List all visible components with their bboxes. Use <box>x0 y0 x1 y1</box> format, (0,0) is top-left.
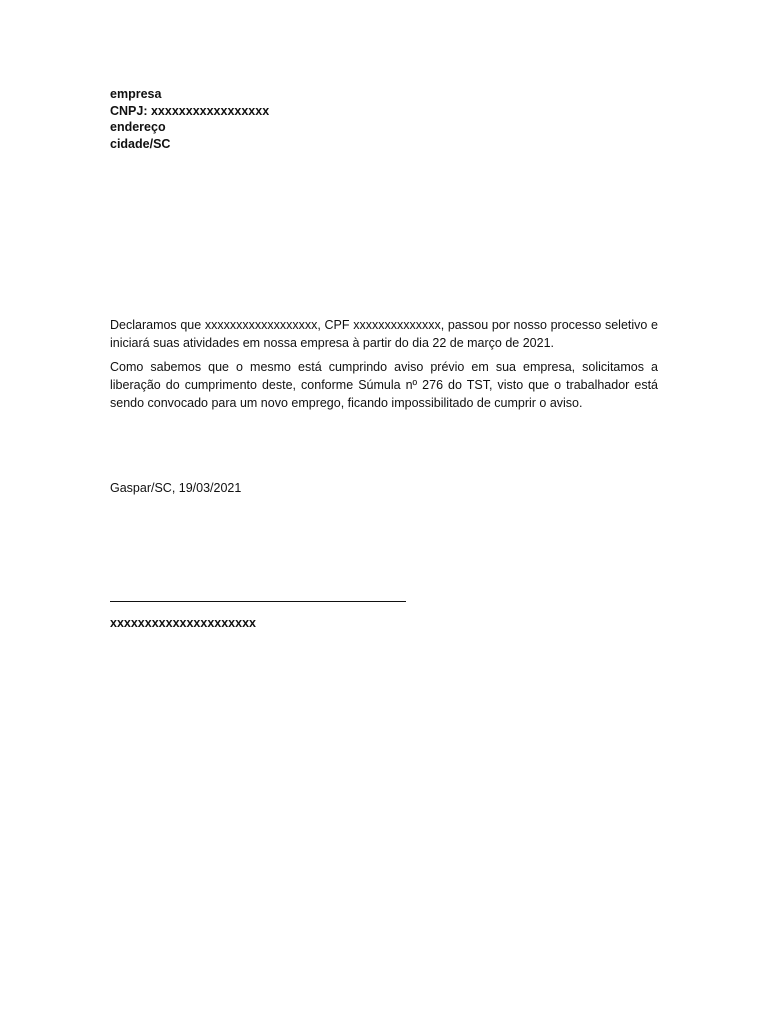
signer-name: xxxxxxxxxxxxxxxxxxxxx <box>110 616 256 630</box>
body-paragraph-request: Como sabemos que o mesmo está cumprindo aviso prévio em sua empresa, solicitamos a liberação do cumprimento deste, conforme Súmula nº 276 do TST, visto que o trabalhador está sendo convocado para um novo emprego, ficando impossibilitado de cumprir o aviso. <box>110 360 658 410</box>
recipient-block <box>110 86 269 152</box>
recipient-city: cidade/SC <box>110 136 171 151</box>
place-date: Gaspar/SC, 19/03/2021 <box>110 481 242 495</box>
letter-body <box>110 316 658 418</box>
recipient-company: empresa <box>110 87 162 101</box>
signature-line <box>110 601 406 602</box>
body-paragraph-declaration: Declaramos que xxxxxxxxxxxxxxxxxx, CPF xxxxxxxxxxxxxx, passou por nosso processo seletivo e iniciará suas atividades em nossa empresa à partir do dia 22 de março de 2021. <box>110 318 658 350</box>
recipient-cnpj: CNPJ: xxxxxxxxxxxxxxxxx <box>110 103 270 118</box>
recipient-address: endereço <box>110 120 166 134</box>
